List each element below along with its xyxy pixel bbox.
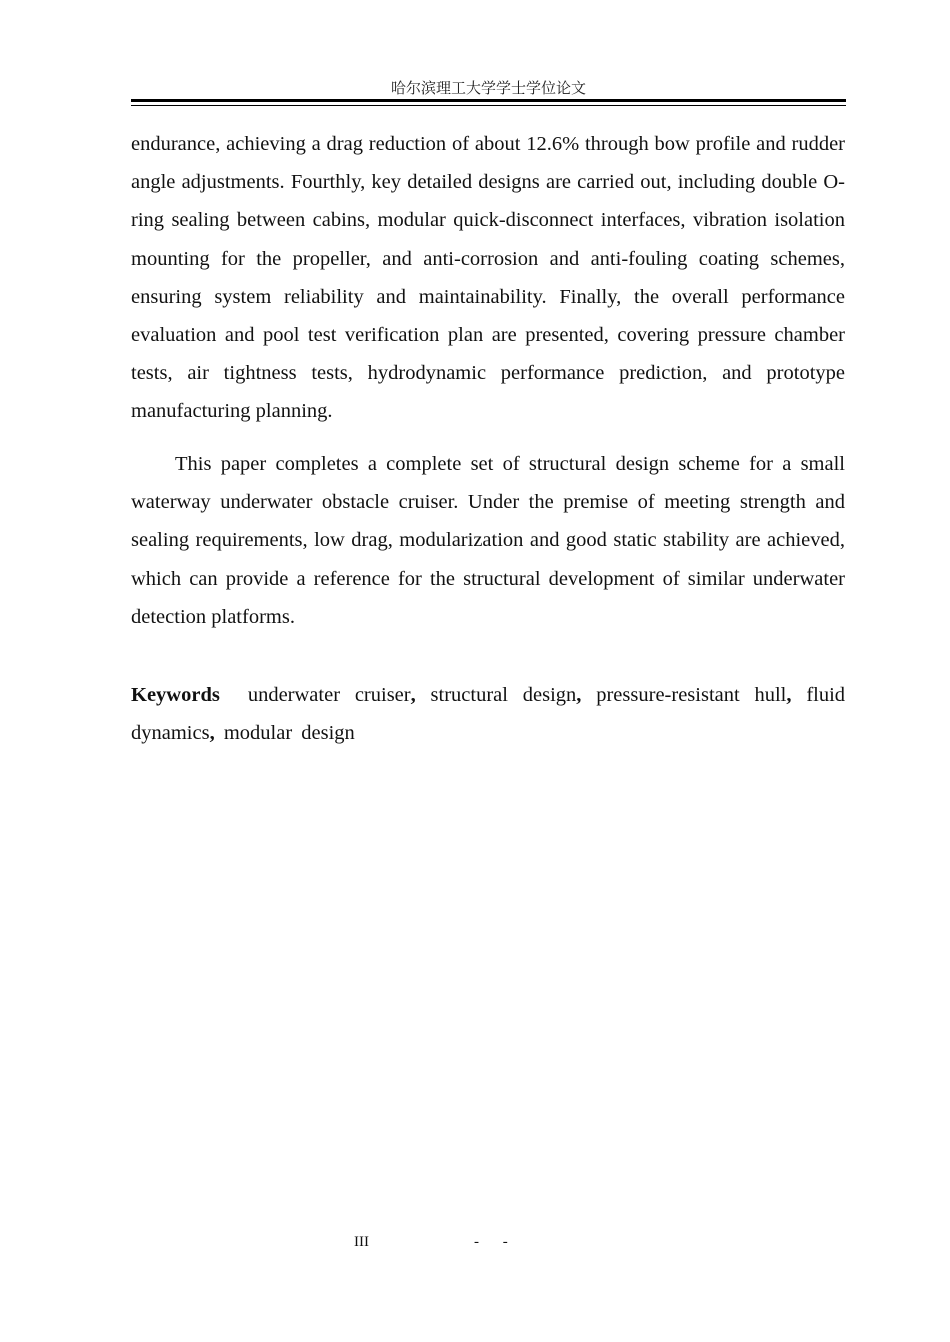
keyword-item: pressure-resistant hull [596, 684, 787, 706]
page-number: III [354, 1234, 369, 1250]
body-paragraph-1: endurance, achieving a drag reduction of about 12.6% through bow profile and rudder angle adjustments. Fourthly, key detailed designs are carried out, including double O-ring sealing between cabins, modular quick-disconnect interfaces, vibration isolation mounting for the propeller, and anti-corrosion and anti-fouling coating schemes, ensuring system reliability and maintainability. Finally, the overall performance evaluation and pool test verification plan are presented, covering pressure chamber tests, air tightness tests, hydrodynamic performance prediction, and prototype manufacturing planning. [131, 133, 845, 423]
keyword-separator: , [786, 684, 792, 706]
keyword-item: modular design [223, 722, 355, 745]
keyword-item: structural design [430, 684, 577, 706]
footer-dash-marks: - - [474, 1234, 518, 1250]
keyword-item: underwater cruiser [247, 684, 411, 706]
keyword-separator: , [410, 684, 416, 706]
keyword-item: fluid dynamics [131, 684, 846, 745]
keyword-separator: , [209, 722, 215, 745]
keyword-separator: , [576, 684, 582, 706]
page-footer [0, 1232, 950, 1252]
header-rule [131, 99, 846, 106]
page-header: 哈尔滨理工大学学士学位论文 [390, 79, 586, 97]
keywords-line [131, 676, 845, 752]
body-paragraph-2: This paper completes a complete set of structural design scheme for a small waterway underwater obstacle cruiser. Under the premise of meeting strength and sealing requirements, low drag, modularization and good static stability are achieved, which can provide a reference for the structural development of similar underwater detection platforms. [131, 453, 845, 628]
keywords-label: Keywords [131, 684, 220, 706]
